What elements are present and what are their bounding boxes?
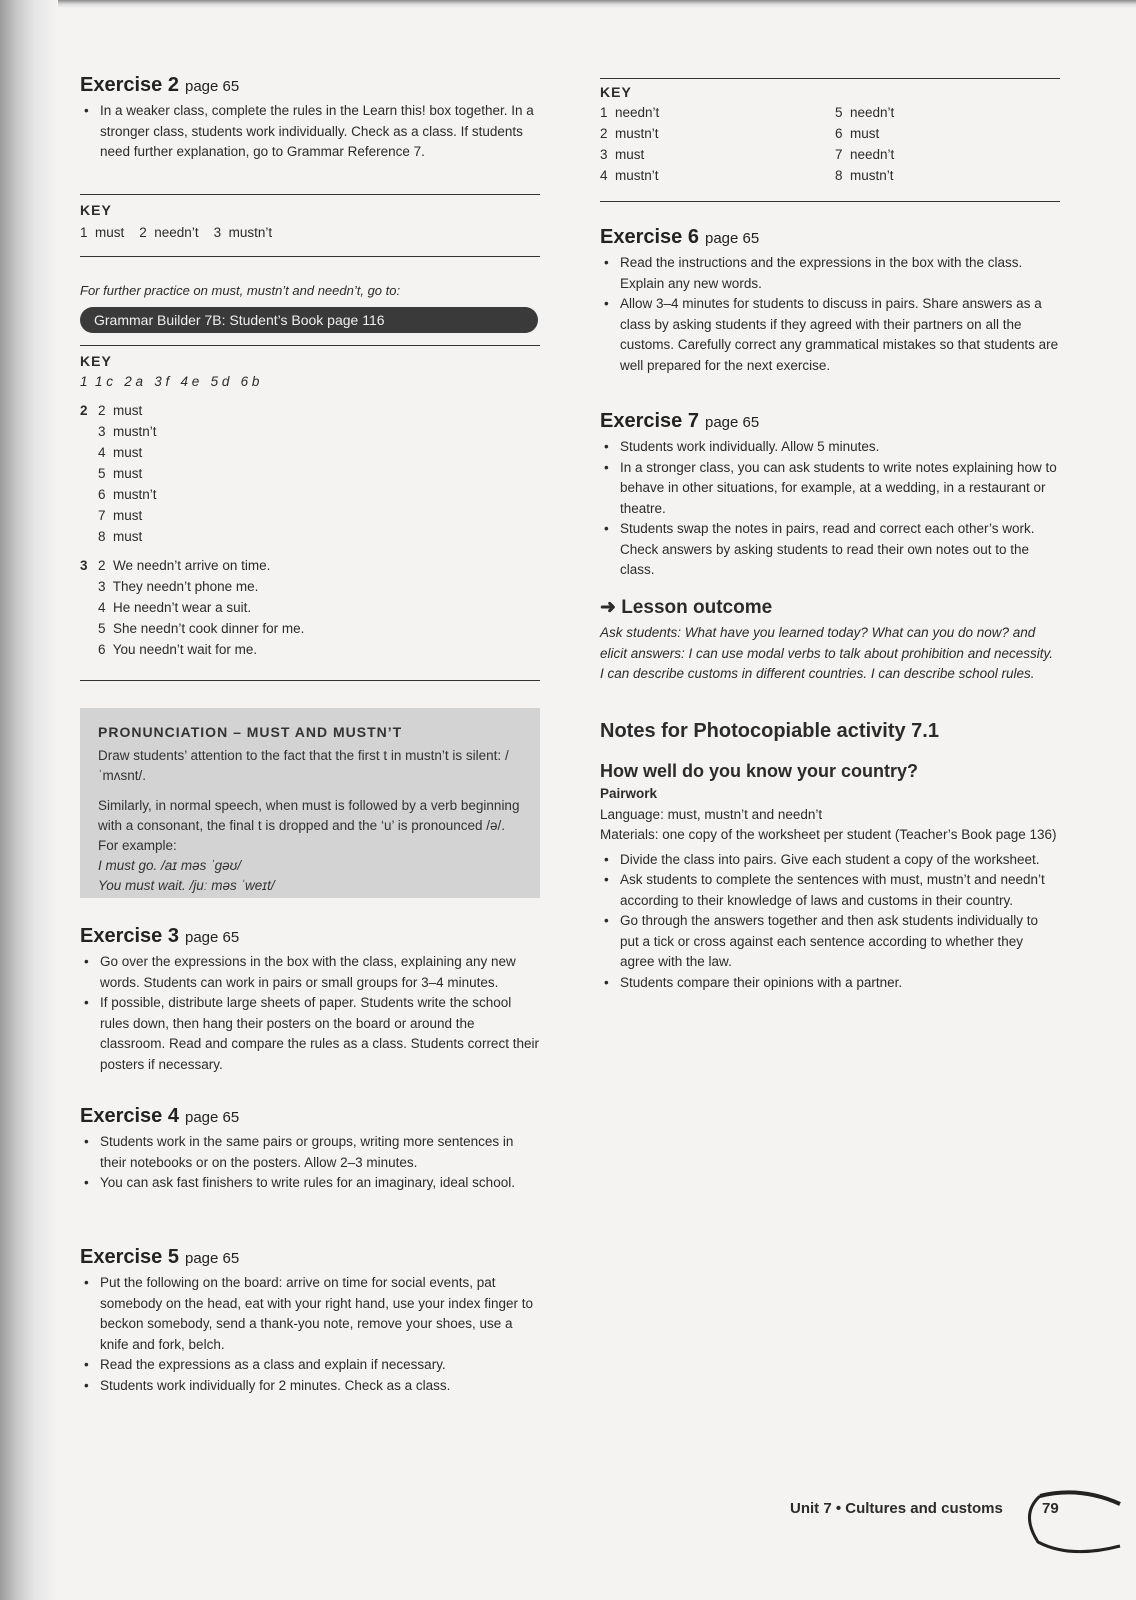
exercise-5 [80,1246,540,1396]
further-practice-text: For further practice on must, mustn’t and needn’t, go to: [80,283,401,298]
bullet-item: • Students work individually for 2 minutes. Check as a class. [80,1376,540,1397]
pronunciation-heading: PRONUNCIATION – MUST AND MUSTN’T [98,724,403,740]
key-grammar-builder [80,353,540,660]
key-answer: 6 mustn’t [98,487,157,502]
key-group-3: 3 2 We needn’t arrive on time. 3 They needn’t phone me. 4 He needn’t wear a suit. 5 She needn’t cook dinner for me. 6 You needn’t wait for me. [80,555,540,660]
exercise-4-title: Exercise 4 page 65 [80,1105,240,1127]
lesson-outcome [600,596,1060,685]
page-number: 79 [1042,1500,1059,1517]
key-answers: 1 must 2 needn’t 3 mustn’t [80,225,273,240]
key-answer: 4 must [98,445,143,460]
key-answer: 2 We needn’t arrive on time. [98,558,271,573]
bullet-item: • Students compare their opinions with a partner. [600,973,1060,994]
key-answer: 2 mustn’t [600,126,659,141]
exercise-2-title: Exercise 2 page 65 [80,74,240,96]
key-answer: 8 must [98,529,143,544]
further-practice [80,280,540,333]
key-answer: 6 You needn’t wait for me. [98,642,258,657]
key-answer: 6 must [835,126,880,141]
footer-unit: Unit 7 • Cultures and customs [790,1500,1003,1517]
notes-subheading: How well do you know your country? [600,761,919,781]
bullet-item: • Go over the expressions in the box with the class, explaining any new words. Students can work in pairs or small groups for 3–4 minutes. [80,952,540,993]
key-answer: 5 needn’t [835,105,895,120]
notes-bullets [600,850,1060,994]
key-ex2 [80,202,540,243]
bullet-item: • Students swap the notes in pairs, read and correct each other’s work. Check answers by asking students to read their own notes out to the class. [600,519,1060,581]
lesson-outcome-text: Ask students: What have you learned today? What can you do now? and elicit answers: I can use modal verbs to talk about prohibition and necessity. I can describe customs in different countries. I can describe school rules. [600,625,1053,681]
key-answer: 7 needn’t [835,147,895,162]
exercise-4 [80,1105,540,1194]
bullet-item: • If possible, distribute large sheets of paper. Students write the school rules down, then hang their posters on the board or around the classroom. Read and compare the rules as a class. Students correct their posters if necessary. [80,993,540,1075]
bullet-item: • Go through the answers together and then ask students individually to put a tick or cross against each sentence according to whether they agree with the law. [600,911,1060,973]
bullet-item: • Read the expressions as a class and explain if necessary. [80,1355,540,1376]
exercise-7-bullets [600,437,1060,581]
pronunciation-example-2: You must wait. /juː məs ˈweɪt/ [98,878,275,893]
pronunciation-box [80,708,540,898]
exercise-6-bullets [600,253,1060,376]
exercise-5-title: Exercise 5 page 65 [80,1246,240,1268]
divider [80,194,540,195]
bullet-item: • Ask students to complete the sentences with must, mustn’t and needn’t according to their knowledge of laws and customs in their country. [600,870,1060,911]
key-heading: KEY [80,353,112,369]
divider [600,201,1060,202]
grammar-builder-pill: Grammar Builder 7B: Student’s Book page 116 [80,307,538,333]
bullet-item: • In a weaker class, complete the rules in the Learn this! box together. In a stronger class, students work individually. Check as a class. If students need further explanation, go to Grammar Reference 7. [80,101,540,163]
exercise-7-title: Exercise 7 page 65 [600,410,760,432]
notes-pairwork: Pairwork [600,786,658,801]
bullet-item: • You can ask fast finishers to write rules for an imaginary, ideal school. [80,1173,540,1194]
divider [80,680,540,681]
divider [600,78,1060,79]
key-answer: 3 mustn’t [98,424,157,439]
bullet-item: • Allow 3–4 minutes for students to discuss in pairs. Share answers as a class by asking students if they agreed with their partners on all the customs. Carefully correct any grammatical mistakes so that students are well prepared for the next exercise. [600,294,1060,376]
bullet-item: • In a stronger class, you can ask students to write notes explaining how to behave in other situations, for example, at a wedding, in a restaurant or theatre. [600,458,1060,520]
key-ex5 [600,84,1060,186]
page-top-edge [0,0,1136,8]
key-answer: 2 must [98,403,143,418]
pronunciation-example-1: I must go. /aɪ məs ˈɡəʊ/ [98,858,241,873]
exercise-3-bullets [80,952,540,1075]
key-row-1: 1 1 c 2 a 3 f 4 e 5 d 6 b [80,374,260,389]
notes-materials: Materials: one copy of the worksheet per student (Teacher’s Book page 136) [600,827,1057,842]
key-answer: 3 must [600,147,645,162]
pronunciation-text-2: Similarly, in normal speech, when must is followed by a verb beginning with a consonant, the final t is dropped and the ‘u’ is pronounced /ə/. For example: [98,798,520,853]
key-heading: KEY [80,202,112,218]
page-corner-swoosh [1010,1484,1130,1554]
key-answer: 8 mustn’t [835,168,894,183]
key-answer: 7 must [98,508,143,523]
photocopiable-notes [600,720,1060,993]
key-answer: 5 must [98,466,143,481]
key-answer: 5 She needn’t cook dinner for me. [98,621,305,636]
key-answer: 4 He needn’t wear a suit. [98,600,252,615]
exercise-4-bullets [80,1132,540,1194]
lesson-outcome-heading: ➜ Lesson outcome [600,597,773,618]
notes-language: Language: must, mustn’t and needn’t [600,806,823,822]
exercise-6 [600,226,1060,376]
exercise-2-bullets [80,101,540,163]
bullet-item: • Divide the class into pairs. Give each student a copy of the worksheet. [600,850,1060,871]
divider [80,256,540,257]
bullet-item: • Read the instructions and the expressions in the box with the class. Explain any new words. [600,253,1060,294]
exercise-3 [80,925,540,1075]
key-heading: KEY [600,84,632,100]
exercise-6-title: Exercise 6 page 65 [600,226,760,248]
pronunciation-text-1: Draw students’ attention to the fact that the first t in mustn’t is silent: /ˈmʌsnt/. [98,748,509,783]
exercise-3-title: Exercise 3 page 65 [80,925,240,947]
key-answer: 4 mustn’t [600,168,659,183]
divider [80,345,540,346]
key-answer: 3 They needn’t phone me. [98,579,259,594]
exercise-5-bullets [80,1273,540,1396]
page-binding-shadow [0,0,58,1600]
bullet-item: • Students work individually. Allow 5 minutes. [600,437,1060,458]
bullet-item: • Put the following on the board: arrive on time for social events, pat somebody on the head, eat with your right hand, use your index finger to beckon somebody, send a thank-you note, remove your shoes, use a knife and fork, belch. [80,1273,540,1355]
notes-heading: Notes for Photocopiable activity 7.1 [600,720,939,742]
key-group-2: 2 2 must 3 mustn’t 4 must 5 must 6 mustn’t 7 must 8 must [80,400,540,547]
bullet-item: • Students work in the same pairs or groups, writing more sentences in their notebooks or on the posters. Allow 2–3 minutes. [80,1132,540,1173]
exercise-2 [80,74,540,163]
key-answer: 1 needn’t [600,105,660,120]
exercise-7 [600,410,1060,581]
